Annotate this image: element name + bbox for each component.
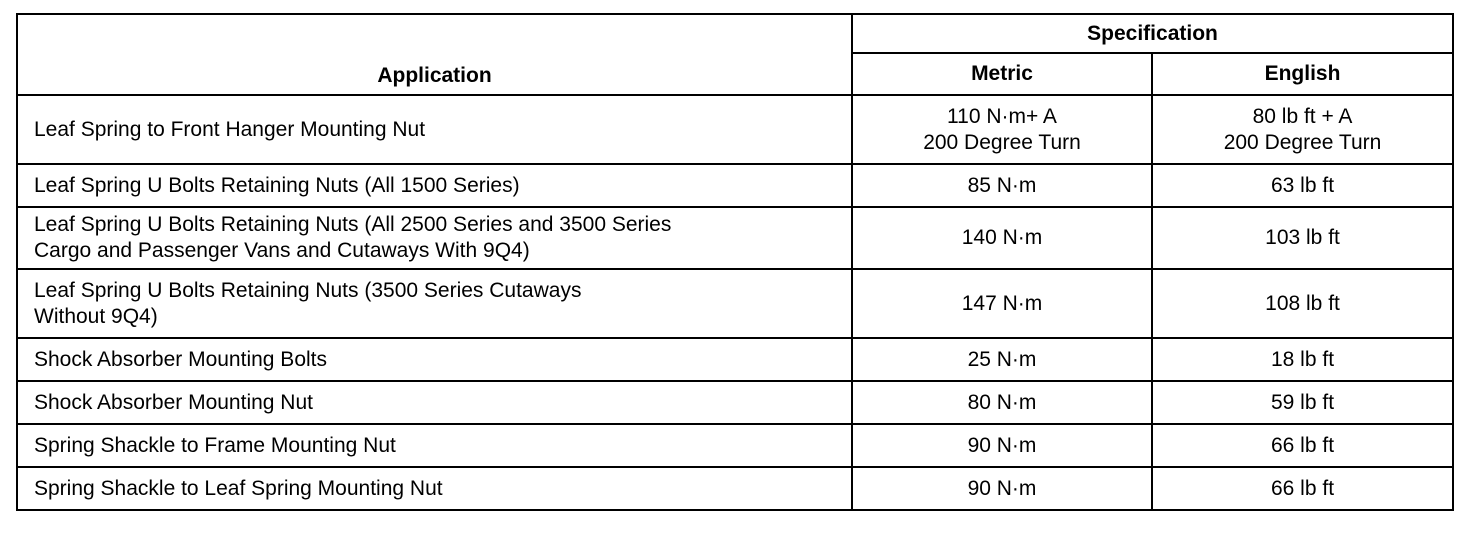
table-row [17,269,1453,338]
english-cell: 108 lb ft [1152,269,1453,338]
application-cell: Shock Absorber Mounting Nut [17,381,852,424]
metric-cell: 80 N·m [852,381,1152,424]
header-english: English [1152,53,1453,95]
english-cell: 66 lb ft [1152,467,1453,510]
english-value-line: 200 Degree Turn [1223,130,1382,154]
application-cell [17,207,852,269]
english-cell: 63 lb ft [1152,164,1453,207]
metric-cell: 25 N·m [852,338,1152,381]
table-row [17,207,1453,269]
application-cell: Leaf Spring to Front Hanger Mounting Nut [17,95,852,164]
table-row [17,338,1453,381]
table-row [17,381,1453,424]
header-specification: Specification [852,14,1453,53]
fastener-specification-table [16,13,1454,511]
english-cell: 66 lb ft [1152,424,1453,467]
english-cell: 59 lb ft [1152,381,1453,424]
table-row [17,424,1453,467]
application-text-line: Without 9Q4) [34,304,158,328]
metric-cell [852,95,1152,164]
application-cell: Spring Shackle to Frame Mounting Nut [17,424,852,467]
metric-cell: 90 N·m [852,424,1152,467]
application-cell [17,269,852,338]
application-cell: Spring Shackle to Leaf Spring Mounting Nut [17,467,852,510]
table-row [17,95,1453,164]
english-value-line: 80 lb ft + A [1252,104,1353,128]
header-application: Application [17,14,852,95]
application-text-line: Leaf Spring U Bolts Retaining Nuts (3500 Series Cutaways [34,278,582,302]
table-row [17,164,1453,207]
application-text-line: Leaf Spring U Bolts Retaining Nuts (All 2500 Series and 3500 Series [34,213,672,236]
metric-cell: 140 N·m [852,207,1152,269]
application-text-line: Cargo and Passenger Vans and Cutaways With 9Q4) [34,239,530,262]
english-cell: 18 lb ft [1152,338,1453,381]
table-row [17,467,1453,510]
header-metric: Metric [852,53,1152,95]
application-cell: Shock Absorber Mounting Bolts [17,338,852,381]
metric-cell: 147 N·m [852,269,1152,338]
metric-value-line: 200 Degree Turn [923,130,1081,154]
english-cell: 103 lb ft [1152,207,1453,269]
application-cell: Leaf Spring U Bolts Retaining Nuts (All 1500 Series) [17,164,852,207]
metric-value-line: 110 N·m+ A [947,104,1057,128]
english-cell [1152,95,1453,164]
metric-cell: 90 N·m [852,467,1152,510]
metric-cell: 85 N·m [852,164,1152,207]
